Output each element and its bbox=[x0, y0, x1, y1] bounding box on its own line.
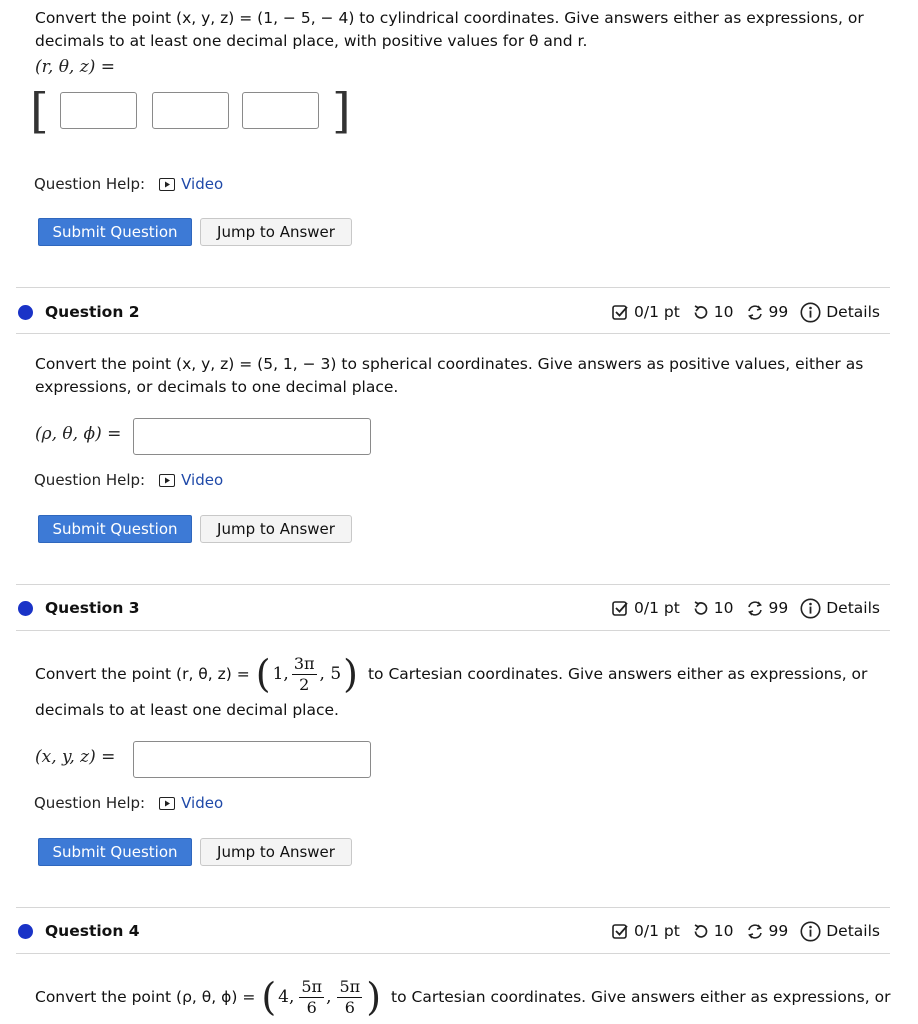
q4-attempts: 99 bbox=[746, 922, 789, 940]
q1-prompt-line1: Convert the point (x, y, z) = (1, − 5, − 4) to cylindrical coordinates. Give answers either as expressions, or bbox=[35, 9, 864, 27]
q4-frac1-numerator: 5π bbox=[301, 976, 323, 996]
q3-header bbox=[18, 595, 880, 621]
q2-submit-button[interactable]: Submit Question bbox=[38, 515, 192, 543]
q1-prompt-line2: decimals to at least one decimal place, with positive values for θ and r. bbox=[35, 32, 588, 50]
q2-points: 0/1 pt bbox=[612, 303, 680, 321]
q3-prompt-post: to Cartesian coordinates. Give answers either as expressions, or bbox=[367, 665, 868, 683]
q2-retries: 10 bbox=[692, 303, 734, 321]
q3-frac-denominator: 2 bbox=[299, 674, 310, 694]
q3-details-button[interactable]: Details bbox=[800, 598, 880, 619]
q4-point-rho: 4, bbox=[278, 987, 295, 1007]
checkbox-icon bbox=[612, 923, 629, 940]
q3-prompt-line2: decimals to at least one decimal place. bbox=[35, 701, 339, 719]
q3-prompt-line1 bbox=[35, 648, 867, 700]
q1-question-help bbox=[34, 175, 223, 193]
question-help-label: Question Help: bbox=[34, 175, 146, 193]
q3-question-help bbox=[34, 794, 223, 812]
q4-retries: 10 bbox=[692, 922, 734, 940]
q3-frac-numerator: 3π bbox=[293, 653, 315, 673]
q4-frac1-denominator: 6 bbox=[306, 997, 317, 1017]
q4-details-button[interactable]: Details bbox=[800, 921, 880, 942]
checkbox-icon bbox=[612, 304, 629, 321]
q4-fraction-theta bbox=[299, 977, 324, 1018]
divider bbox=[16, 630, 890, 631]
q1-video-link[interactable] bbox=[159, 175, 223, 193]
info-icon bbox=[800, 921, 821, 942]
q1-bracket-close: ] bbox=[332, 83, 351, 139]
q4-paren-open: ( bbox=[261, 975, 277, 1019]
info-icon bbox=[800, 302, 821, 323]
q4-points: 0/1 pt bbox=[612, 922, 680, 940]
q1-bracket-open: [ bbox=[30, 83, 49, 139]
q4-prompt-post: to Cartesian coordinates. Give answers either as expressions, or bbox=[391, 988, 891, 1006]
q2-details-button[interactable]: Details bbox=[800, 302, 880, 323]
q2-status-dot bbox=[18, 305, 33, 320]
refresh-cycle-icon bbox=[746, 923, 764, 940]
q3-fraction bbox=[292, 654, 317, 695]
q3-lhs: (x, y, z) = bbox=[35, 747, 116, 767]
q2-video-link[interactable] bbox=[159, 471, 223, 489]
checkbox-icon bbox=[612, 600, 629, 617]
q3-meta bbox=[600, 598, 880, 619]
q4-title: Question 4 bbox=[45, 922, 140, 940]
q4-fraction-phi bbox=[337, 977, 362, 1018]
q2-lhs: (ρ, θ, ϕ) = bbox=[35, 424, 122, 444]
q3-paren-open: ( bbox=[255, 652, 271, 696]
q2-answer-input[interactable] bbox=[133, 418, 371, 455]
q3-prompt-pre: Convert the point (r, θ, z) = bbox=[35, 665, 250, 683]
q4-frac2-denominator: 6 bbox=[344, 997, 355, 1017]
q4-frac2-numerator: 5π bbox=[339, 976, 361, 996]
video-label: Video bbox=[181, 471, 224, 489]
q4-header bbox=[18, 918, 880, 944]
q1-submit-button[interactable]: Submit Question bbox=[38, 218, 192, 246]
refresh-cycle-icon bbox=[746, 304, 764, 321]
q3-point-z: , 5 bbox=[319, 664, 342, 684]
q3-submit-button[interactable]: Submit Question bbox=[38, 838, 192, 866]
question-help-label: Question Help: bbox=[34, 794, 146, 812]
q2-prompt-line1: Convert the point (x, y, z) = (5, 1, − 3) to spherical coordinates. Give answers as positive values, either as bbox=[35, 355, 864, 373]
q3-attempts: 99 bbox=[746, 599, 789, 617]
q3-video-link[interactable] bbox=[159, 794, 223, 812]
refresh-cycle-icon bbox=[746, 600, 764, 617]
divider bbox=[16, 584, 890, 585]
divider bbox=[16, 333, 890, 334]
q4-prompt-line1 bbox=[35, 970, 890, 1024]
q2-attempts: 99 bbox=[746, 303, 789, 321]
q2-question-help bbox=[34, 471, 223, 489]
retry-icon bbox=[692, 304, 709, 321]
q4-comma: , bbox=[326, 987, 332, 1007]
q3-retries: 10 bbox=[692, 599, 734, 617]
q1-lhs: (r, θ, z) = bbox=[35, 57, 115, 77]
q2-meta bbox=[600, 302, 880, 323]
divider bbox=[16, 907, 890, 908]
q2-title: Question 2 bbox=[45, 303, 140, 321]
divider bbox=[16, 287, 890, 288]
info-icon bbox=[800, 598, 821, 619]
q3-jump-to-answer-button[interactable]: Jump to Answer bbox=[200, 838, 352, 866]
question-help-label: Question Help: bbox=[34, 471, 146, 489]
q3-answer-input[interactable] bbox=[133, 741, 371, 778]
play-video-icon bbox=[159, 797, 175, 810]
q3-paren-close: ) bbox=[343, 652, 358, 696]
q2-header bbox=[18, 299, 880, 325]
divider bbox=[16, 953, 890, 954]
q3-points: 0/1 pt bbox=[612, 599, 680, 617]
q4-paren-close: ) bbox=[366, 975, 382, 1019]
q1-z-input[interactable] bbox=[242, 92, 319, 129]
q3-status-dot bbox=[18, 601, 33, 616]
play-video-icon bbox=[159, 474, 175, 487]
video-label: Video bbox=[181, 175, 224, 193]
q4-status-dot bbox=[18, 924, 33, 939]
q4-meta bbox=[600, 921, 880, 942]
q2-jump-to-answer-button[interactable]: Jump to Answer bbox=[200, 515, 352, 543]
q1-r-input[interactable] bbox=[60, 92, 137, 129]
q2-prompt-line2: expressions, or decimals to one decimal place. bbox=[35, 378, 399, 396]
q1-jump-to-answer-button[interactable]: Jump to Answer bbox=[200, 218, 352, 246]
play-video-icon bbox=[159, 178, 175, 191]
q3-point-r: 1, bbox=[272, 664, 289, 684]
retry-icon bbox=[692, 600, 709, 617]
q3-title: Question 3 bbox=[45, 599, 140, 617]
video-label: Video bbox=[181, 794, 224, 812]
q4-prompt-pre: Convert the point (ρ, θ, ϕ) = bbox=[35, 988, 256, 1006]
retry-icon bbox=[692, 923, 709, 940]
q1-theta-input[interactable] bbox=[152, 92, 229, 129]
